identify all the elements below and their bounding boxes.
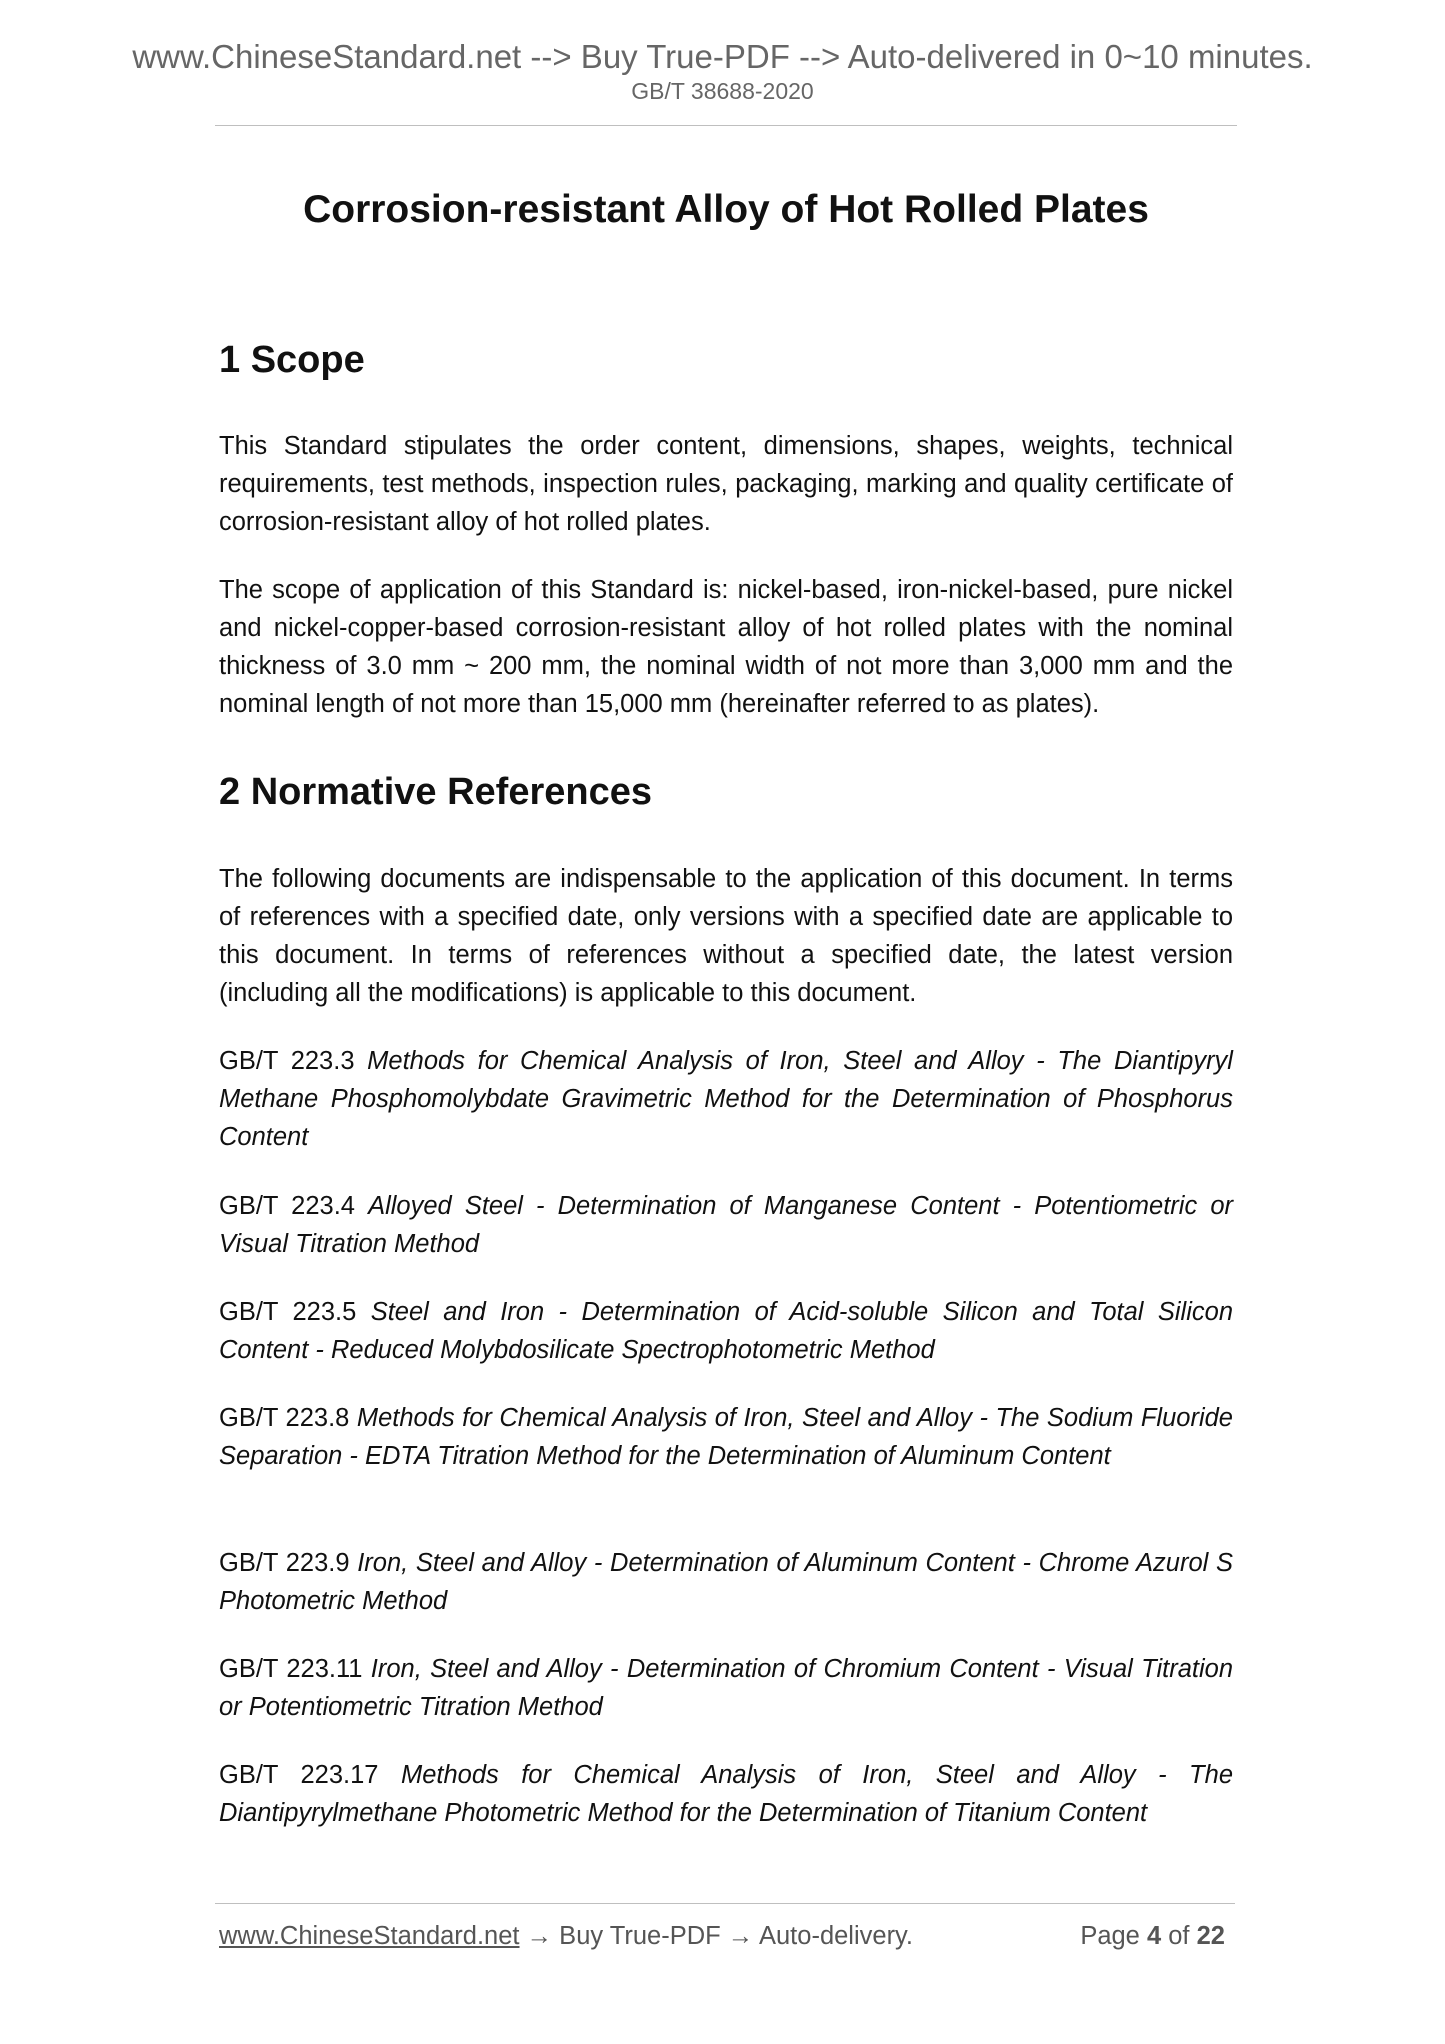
reference-code: GB/T 223.11 xyxy=(219,1655,363,1683)
reference-item xyxy=(219,1650,1233,1726)
footer-divider xyxy=(215,1903,1235,1904)
reference-item xyxy=(219,1399,1233,1475)
reference-title: Iron, Steel and Alloy - Determination of Chromium Content - Visual Titration or Potentiometric Titration Method xyxy=(219,1655,1234,1721)
reference-title: Alloyed Steel - Determination of Manganese Content - Potentiometric or Visual Titration Method xyxy=(219,1192,1233,1258)
header-banner[interactable]: www.ChineseStandard.net --> Buy True-PDF --> Auto-delivered in 0~10 minutes. xyxy=(132,38,1313,75)
page-label: Page xyxy=(1080,1922,1140,1950)
header-divider xyxy=(215,125,1237,126)
reference-code: GB/T 223.4 xyxy=(219,1192,355,1220)
reference-item xyxy=(219,1042,1233,1156)
of-label: of xyxy=(1168,1922,1190,1950)
scope-paragraph-1: This Standard stipulates the order content, dimensions, shapes, weights, technical requirements, test methods, inspection rules, packaging, marking and quality certificate of corrosion-resistant alloy of hot rolled plates. xyxy=(219,432,1233,536)
reference-title: Methods for Chemical Analysis of Iron, Steel and Alloy - The Diantipyryl Methane Phosphomolybdate Gravimetric Method for the Determination of Phosphorus Content xyxy=(219,1047,1233,1151)
reference-code: GB/T 223.8 xyxy=(219,1404,350,1432)
reference-title: Iron, Steel and Alloy - Determination of Aluminum Content - Chrome Azurol S Photometric Method xyxy=(219,1549,1233,1615)
document-code: GB/T 38688-2020 xyxy=(631,78,814,104)
reference-title: Steel and Iron - Determination of Acid-soluble Silicon and Total Silicon Content - Reduced Molybdosilicate Spectrophotometric Method xyxy=(219,1298,1234,1364)
reference-title: Methods for Chemical Analysis of Iron, Steel and Alloy - The Diantipyrylmethane Photometric Method for the Determination of Titanium Content xyxy=(219,1761,1234,1827)
footer-site-link[interactable]: www.ChineseStandard.net xyxy=(219,1922,520,1950)
reference-code: GB/T 223.5 xyxy=(219,1298,357,1326)
page-title: Corrosion-resistant Alloy of Hot Rolled Plates xyxy=(303,188,1149,231)
references-intro: The following documents are indispensable to the application of this document. In terms of references with a specified date, only versions with a specified date are applicable to this document. In terms of references without a specified date, the latest version (including all the modifications) is applicable to this document. xyxy=(219,865,1233,1007)
scope-paragraph-2: The scope of application of this Standard is: nickel-based, iron-nickel-based, pure nickel and nickel-copper-based corrosion-resistant alloy of hot rolled plates with the nominal thickness of 3.0 mm ~ 200 mm, the nominal width of not more than 3,000 mm and the nominal length of not more than 15,000 mm (hereinafter referred to as plates). xyxy=(219,576,1233,718)
footer-text: → Buy True-PDF → Auto-delivery. xyxy=(519,1922,913,1950)
page-number: 4 xyxy=(1146,1922,1162,1950)
page-indicator xyxy=(1080,1921,1225,1952)
section-heading-normative-references: 2 Normative References xyxy=(219,771,652,813)
reference-code: GB/T 223.3 xyxy=(219,1047,355,1075)
section-heading-scope: 1 Scope xyxy=(219,339,365,381)
reference-item xyxy=(219,1544,1233,1620)
page-footer xyxy=(219,1921,1233,1952)
reference-code: GB/T 223.9 xyxy=(219,1549,350,1577)
reference-item xyxy=(219,1187,1233,1263)
reference-item xyxy=(219,1293,1233,1369)
reference-code: GB/T 223.17 xyxy=(219,1761,379,1789)
reference-title: Methods for Chemical Analysis of Iron, Steel and Alloy - The Sodium Fluoride Separation - EDTA Titration Method for the Determination of Aluminum Content xyxy=(219,1404,1233,1470)
page-total: 22 xyxy=(1196,1922,1225,1950)
reference-item xyxy=(219,1756,1233,1832)
